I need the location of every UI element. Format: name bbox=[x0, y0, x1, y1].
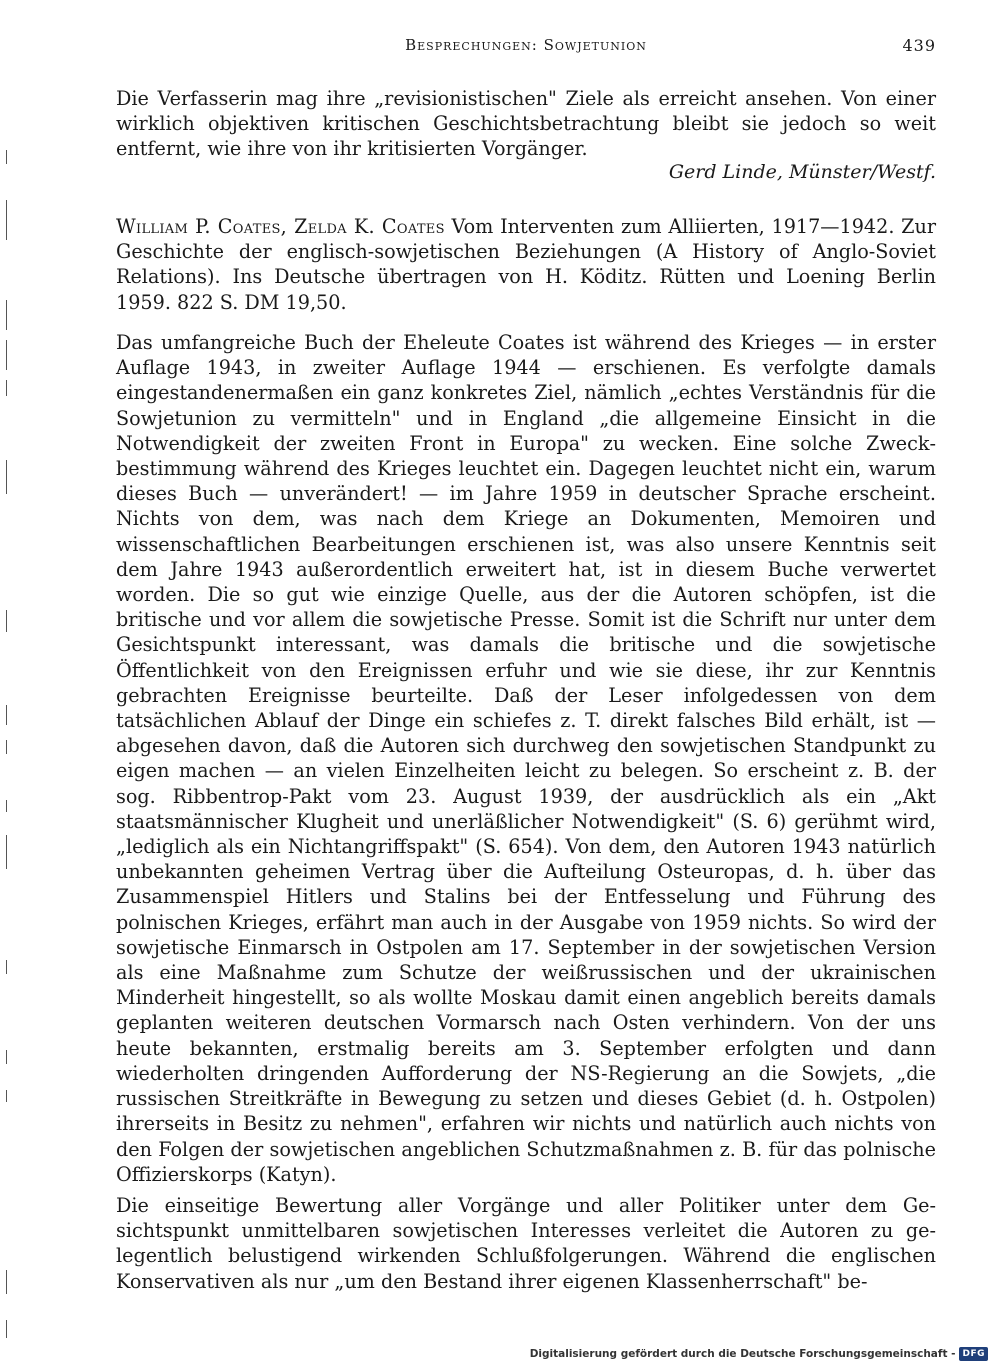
previous-review-closing-paragraph: Die Verfasserin mag ihre „revisionistischen" Ziele als erreicht ansehen. Von einer wirklich objektiven kritischen Geschichtsbetrachtung bleibt sie jedoch so weit entfernt, wie ihre von ihr kritisierten Vorgänger. bbox=[116, 87, 936, 161]
scan-mark bbox=[6, 610, 7, 632]
digitization-credit: Digitalisierung gefördert durch die Deutsche Forschungsgemeinschaft - bbox=[529, 1348, 956, 1360]
scan-mark bbox=[6, 380, 7, 396]
scan-mark bbox=[6, 835, 7, 869]
scan-mark bbox=[6, 800, 7, 812]
margin-scan-marks bbox=[4, 0, 10, 1367]
dfg-logo: DFG bbox=[959, 1347, 988, 1361]
review-paragraph: Die einseitige Bewertung aller Vorgänge und aller Politiker unter dem Gesichtspunkt unmittelbaren sowjetischen Interesses verleitet die Autoren zu gelegentlich belustigend wirkenden Schlußfolgerungen. Während die englischen Konservativen als nur „um den Bestand ihrer eigenen Klassenherrschaft" be- bbox=[116, 1194, 936, 1293]
digitization-footer bbox=[530, 1347, 988, 1361]
scan-mark bbox=[6, 200, 7, 240]
review-paragraph: Das umfangreiche Buch der Eheleute Coates ist während des Krieges — in erster Auflage 1943, in zweiter Auflage 1944 — erschienen. Es verfolgte damals eingestandenermaßen ein ganz konkretes Ziel, nämlich „echtes Verständnis für die Sowjetunion zu vermitteln" und in England „die allgemeine Einsicht in die Notwendigkeit der zweiten Front in Europa" zu wecken. Eine solche Zweckbestimmung während des Krieges leuchtet ein. Dagegen leuchtet nicht ein, warum dieses Buch — unverändert! — im Jahre 1959 in deutscher Sprache erscheint. Nichts von dem, was nach dem Kriege an Dokumenten, Memoiren und wissenschaftlichen Bearbeitungen erschienen ist, was also unsere Kenntnis seit dem Jahre 1943 außerordentlich erweitert hat, ist in diesem Buche verwertet worden. Die so gut wie einzige Quelle, aus der die Autoren schöpfen, ist die britische und vor allem die sowjetische Presse. Somit ist die Schrift nur unter dem Gesichtspunkt interessant, was damals die britische und die sowjetische Öffentlichkeit von den Ereignissen erfuhr und wie sie diese, ihr zur Kenntnis gebrachten Ereignisse beurteilte. Daß der Leser infolgedessen von dem tatsächlichen Ablauf der Dinge ein schiefes z. T. direkt falsches Bild erhält, ist — abgesehen davon, daß die Autoren sich durchweg den sowjetischen Standpunkt zu eigen machen — an vielen Einzelheiten leicht zu belegen. So erscheint z. B. der sog. Ribbentrop-Pakt vom 23. August 1939, der ausdrücklich als ein „Akt staatsmännischer Klugheit und unerläßlicher Notwendigkeit" (S. 6) gerühmt wird, „lediglich als ein Nichtangriffspakt" (S. 654). Von dem, den Autoren 1943 natürlich unbekannten geheimen Vertrag über die Aufteilung Osteuropas, d. h. über das Zusammenspiel Hitlers und Stalins bei der Entfesselung und Führung des polnischen Krieges, erfährt man auch in der Ausgabe von 1959 nichts. So wird der sowjetische Einmarsch in Ostpolen am 17. September in der sowjetischen Version als eine Maßnahme zum Schutze der weißrussischen und der ukrainischen Minderheit hingestellt, so als wollte Moskau damit einen angeblich bereits damals geplanten weiteren deutschen Vormarsch nach Osten verhindern. Von der uns heute bekannten, erstmalig bereits am 3. September erfolgten und dann wiederholten dringenden Aufforderung der NS-Regierung an die Sowjets, „die russischen Streitkräfte in Bewegung zu setzen und dieses Gebiet (d. h. Ostpolen) ihrerseits in Besitz zu nehmen", erfahren wir nichts und natürlich auch nichts von den Folgen der sowjetischen angeblichen Schutzmaßnahmen z. B. für das polnische Offizierskorps (Katyn). bbox=[116, 331, 936, 1186]
scan-mark bbox=[6, 1090, 7, 1102]
review-book-details: Vom Interventen zum Alliierten, 1917—1942. Zur Geschichte der englisch-sowjetischen Beziehungen (A History of Anglo-Soviet Relations). Ins Deutsche übertragen von H. Köditz. Rütten und Loening Berlin 1959. 822 S. DM 19,50. bbox=[116, 215, 937, 314]
scan-mark bbox=[6, 300, 7, 330]
running-head bbox=[116, 36, 936, 58]
scan-mark bbox=[6, 340, 7, 370]
scan-mark bbox=[6, 705, 7, 725]
scan-mark bbox=[6, 960, 7, 974]
scan-mark bbox=[6, 1050, 7, 1064]
scan-mark bbox=[6, 150, 7, 164]
review-authors: William P. Coates, Zelda K. Coates bbox=[116, 215, 445, 238]
scan-mark bbox=[6, 740, 7, 754]
reviewer-signature: Gerd Linde, Münster/Westf. bbox=[668, 161, 936, 183]
scan-mark bbox=[6, 1270, 7, 1294]
running-title: Besprechungen: Sowjetunion bbox=[405, 36, 647, 54]
page-number: 439 bbox=[902, 36, 936, 55]
scan-mark bbox=[6, 460, 7, 494]
review-citation bbox=[116, 214, 936, 315]
scan-mark bbox=[6, 1320, 7, 1338]
